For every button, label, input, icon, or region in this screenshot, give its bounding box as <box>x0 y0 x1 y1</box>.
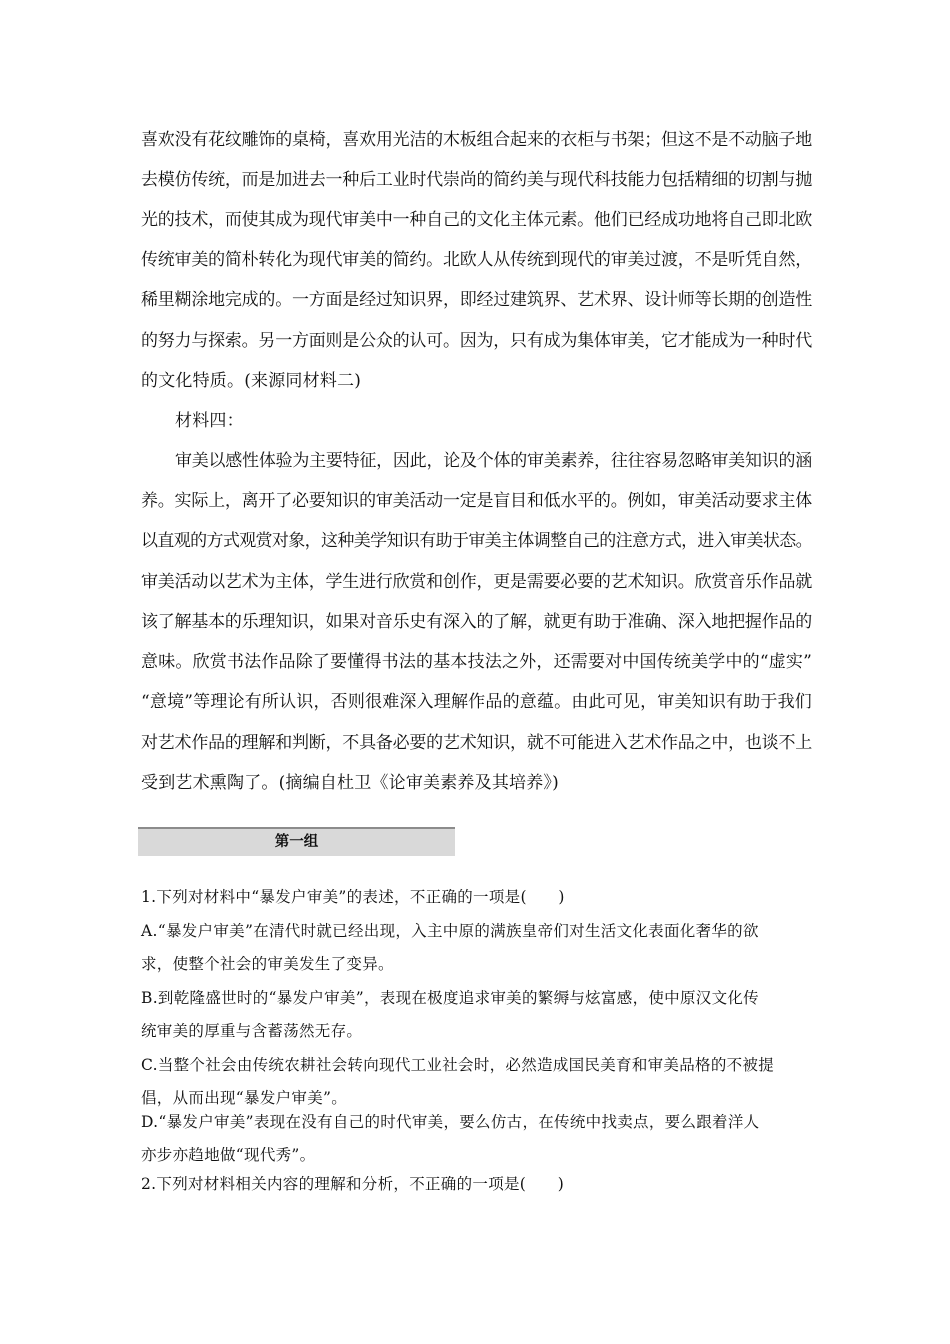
question-stem: 1.下列对材料中“暴发户审美”的表述，不正确的一项是( ) <box>141 888 565 906</box>
option-line: A.“暴发户审美”在清代时就已经出现，入主中原的满族皇帝们对生活文化表面化奢华的欲 <box>141 922 759 940</box>
option-line: 求，使整个社会的审美发生了变异。 <box>141 955 394 973</box>
option-line: 亦步亦趋地做“现代秀”。 <box>141 1146 316 1164</box>
text-line: 喜欢没有花纹雕饰的桌椅，喜欢用光洁的木板组合起来的衣柜与书架；但这不是不动脑子地 <box>141 130 812 150</box>
text-line: 去模仿传统，而是加进去一种后工业时代崇尚的简约美与现代科技能力包括精细的切割与抛 <box>141 170 812 190</box>
question-stem: 2.下列对材料相关内容的理解和分析，不正确的一项是( ) <box>141 1175 565 1193</box>
option-line: 倡，从而出现“暴发户审美”。 <box>141 1089 348 1107</box>
option-line: 统审美的厚重与含蓄荡然无存。 <box>141 1022 363 1040</box>
text-line: 养。实际上，离开了必要知识的审美活动一定是盲目和低水平的。例如，审美活动要求主体 <box>141 491 812 511</box>
text-line: 的努力与探索。另一方面则是公众的认可。因为，只有成为集体审美，它才能成为一种时代 <box>141 331 812 351</box>
option-line: C.当整个社会由传统农耕社会转向现代工业社会时，必然造成国民美育和审美品格的不被提 <box>141 1056 775 1074</box>
text-line: 对艺术作品的理解和判断，不具备必要的艺术知识，就不可能进入艺术作品之中，也谈不上 <box>141 733 812 753</box>
text-line: 审美以感性体验为主要特征，因此，论及个体的审美素养，往往容易忽略审美知识的涵 <box>175 451 812 471</box>
text-line: 审美活动以艺术为主体，学生进行欣赏和创作，更是需要必要的艺术知识。欣赏音乐作品就 <box>141 572 812 592</box>
text-line: 传统审美的简朴转化为现代审美的简约。北欧人从传统到现代的审美过渡，不是听凭自然， <box>141 250 812 270</box>
option-line: B.到乾隆盛世时的“暴发户审美”，表现在极度追求审美的繁缛与炫富感，使中原汉文化传 <box>141 989 759 1007</box>
text-line: 受到艺术熏陶了。(摘编自杜卫《论审美素养及其培养》) <box>141 773 559 793</box>
group-header: 第一组 <box>138 827 455 856</box>
text-line: 意味。欣赏书法作品除了要懂得书法的基本技法之外，还需要对中国传统美学中的“虚实” <box>141 652 812 672</box>
text-line: 光的技术，而使其成为现代审美中一种自己的文化主体元素。他们已经成功地将自己即北欧 <box>141 210 812 230</box>
text-line: 该了解基本的乐理知识，如果对音乐史有深入的了解，就更有助于准确、深入地把握作品的 <box>141 612 812 632</box>
text-line: 稀里糊涂地完成的。一方面是经过知识界，即经过建筑界、艺术界、设计师等长期的创造性 <box>141 290 812 310</box>
text-line: 以直观的方式观赏对象，这种美学知识有助于审美主体调整自己的注意方式，进入审美状态。 <box>141 531 812 551</box>
text-line: “意境”等理论有所认识，否则很难深入理解作品的意蕴。由此可见，审美知识有助于我们 <box>141 692 812 712</box>
material4-heading: 材料四： <box>175 411 244 431</box>
option-line: D.“暴发户审美”表现在没有自己的时代审美，要么仿古，在传统中找卖点，要么跟着洋人 <box>141 1113 760 1131</box>
text-line: 的文化特质。(来源同材料二) <box>141 371 362 391</box>
